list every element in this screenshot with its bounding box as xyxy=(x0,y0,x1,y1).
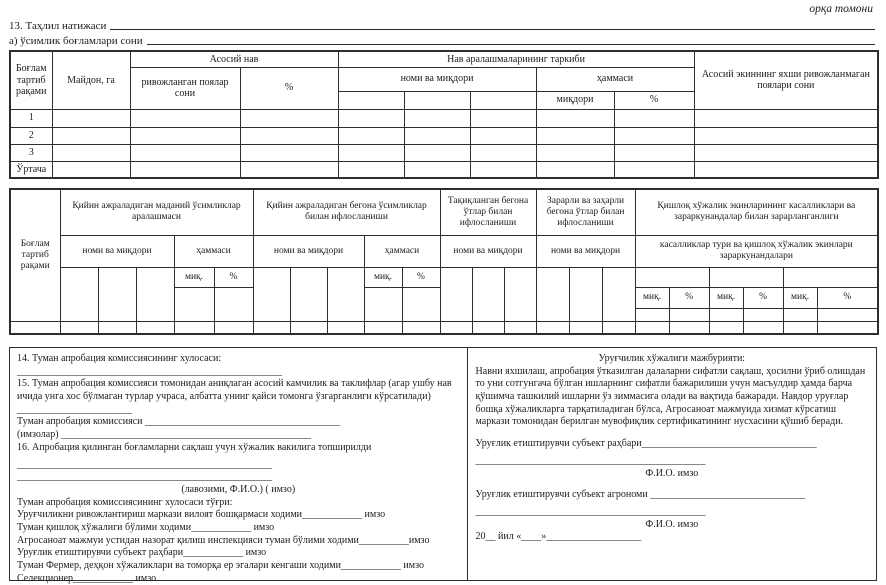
table-row xyxy=(10,321,878,334)
t2-subcol-blank xyxy=(290,267,327,321)
t2-header-weed-contamination: Қийин ажраладиган бегона ўсимликлар билан ифлосланиши xyxy=(253,189,440,235)
table-row xyxy=(10,144,878,161)
t2-subcol-blank xyxy=(743,308,783,321)
t2-header-qty-abbr: миқ. xyxy=(635,287,669,308)
t2-header-cultural-mixture: Қийин ажраладиган маданий ўсимликлар аралашмаси xyxy=(60,189,253,235)
district-agri-officer-signature: Туман қишлоқ хўжалиги бўлими ходими____________ имзо xyxy=(17,521,275,533)
table-row xyxy=(10,161,878,178)
t2-subheader-total: ҳаммаси xyxy=(364,235,440,267)
t2-subheader-disease-types: касалликлар тури ва қишлоқ хўжалик экинлари зараркунандалари xyxy=(635,235,878,267)
t1-header-bundle: Боғлам тартиб рақами xyxy=(10,51,52,109)
conclusion-section xyxy=(9,347,877,584)
t1-row-label: Ўртача xyxy=(10,161,52,178)
t1-header-main-variety: Асосий нав xyxy=(130,51,338,67)
signatures-line: (имзолар) __________________________________________________ xyxy=(17,429,312,441)
t2-subheader-name-qty: номи ва миқдори xyxy=(440,235,536,267)
analysis-result-line xyxy=(9,17,877,32)
breeder-signature: Селекционер____________ имзо xyxy=(17,572,157,584)
t2-header-pct: % xyxy=(402,267,440,287)
t2-subcol-blank xyxy=(174,287,214,321)
inspection-officer-signature: Агросаноат мажмуи устидан назорат қилиш инспекцияси туман бўлими ходими__________имзо xyxy=(17,534,430,546)
t2-subcol-blank xyxy=(136,267,174,321)
handover-blank-1: ___________________________________________________ xyxy=(17,458,272,470)
contamination-table xyxy=(9,188,879,335)
analysis-result-label: 13. Таҳлил натижаси xyxy=(9,20,107,32)
t2-subcol-blank xyxy=(402,287,440,321)
t2-subcol-blank xyxy=(709,308,743,321)
t1-subcol-blank xyxy=(404,91,470,109)
t2-header-bundle: Боғлам тартиб рақами xyxy=(10,189,60,321)
t2-subcol-blank xyxy=(327,267,364,321)
t2-subheader-name-qty: номи ва миқдори xyxy=(60,235,174,267)
t2-subcol-blank xyxy=(635,308,669,321)
table-row xyxy=(10,127,878,144)
t2-header-pct: % xyxy=(743,287,783,308)
t2-subheader-name-qty: номи ва миқдори xyxy=(536,235,635,267)
t2-subcol-blank xyxy=(817,308,878,321)
t1-header-qty: миқдори xyxy=(536,91,614,109)
t2-header-pct: % xyxy=(214,267,253,287)
t1-subcol-blank xyxy=(470,91,536,109)
t2-header-pct: % xyxy=(669,287,709,308)
obligation-paragraph: Навни яхшилаш, апробация ўтказилган далаларни сифатли сақлаш, ҳосилни ўриб олишдан то уни сотгунгача бўлган ишларнинг сифатли бажарилиши учун масъулдир ҳамда барча қўшимча ташкилий ишларни ўз зиммасига олади ва вақтида бажаради. Навдор уруғлар бошқа хўжаликларга тарқатиладиган бўлса, Агросаноат мажмуида хизмат кўрсатиш маркази томонидан берилган мувофиқлик сертификатининг нусхасини қўшиб беради. xyxy=(475,365,866,428)
handover-blank-2: ___________________________________________________ xyxy=(17,471,272,483)
plant-bundles-count-line xyxy=(9,32,877,47)
t1-header-total: ҳаммаси xyxy=(536,67,694,91)
t2-subcol-blank xyxy=(98,267,136,321)
date-line: 20__ йил «____»___________________ xyxy=(475,531,642,543)
obligation-title: Уруғчилик хўжалиги мажбурияти: xyxy=(598,353,746,364)
t2-subheader-total: ҳаммаси xyxy=(174,235,253,267)
subject-agronomist-blank: ______________________________________________ xyxy=(475,505,706,517)
conclusion-correct-label: Туман апробация комиссиясининг хулосаси тўғри: xyxy=(17,496,233,508)
bundle-analysis-table xyxy=(9,50,879,179)
commission-conclusion-column xyxy=(10,348,468,584)
t2-header-qty-abbr: миқ. xyxy=(783,287,817,308)
t1-row-label: 3 xyxy=(10,144,52,161)
t2-subcol-blank xyxy=(60,267,98,321)
conclusion-14-label: 14. Туман апробация комиссиясининг хулосаси: xyxy=(17,353,222,364)
t2-disease-blank xyxy=(783,267,878,287)
t1-row-label: 2 xyxy=(10,127,52,144)
t2-subcol-blank xyxy=(472,267,504,321)
page-side-note: орқа томони xyxy=(809,3,873,15)
t1-header-mixture: Нав аралашмаларининг таркиби xyxy=(338,51,694,67)
t2-subcol-blank xyxy=(364,287,402,321)
plant-bundles-count-blank xyxy=(147,32,875,45)
fio-signature-caption: Ф.И.О. имзо xyxy=(645,518,699,530)
t2-subcol-blank xyxy=(214,287,253,321)
t2-header-disease-damage: Қишлоқ хўжалик экинларининг касалликлари ва зараркунандалар билан зарарланганлиги xyxy=(635,189,878,235)
t2-subcol-blank xyxy=(504,267,536,321)
t2-disease-blank xyxy=(709,267,783,287)
t1-row-label: 1 xyxy=(10,109,52,127)
seed-grower-head-signature: Уруғлик етиштирувчи субъект раҳбари____________ имзо xyxy=(17,547,267,559)
conclusion-14-blank: _____________________________________________________ xyxy=(17,365,282,377)
remarks-15-text: 15. Туман апробация комиссияси томонидан аниқлаган асосий камчилик ва таклифлар (агар ушбу нав ичида унга хос бўлмаган турлар учраса, албатта унинг қайси томонга ўзгарганлиги кўрсатилади) _______________________ xyxy=(17,378,452,415)
t1-header-area: Майдон, га xyxy=(52,51,130,109)
fio-signature-caption: Ф.И.О. имзо xyxy=(645,467,699,479)
t2-subcol-blank xyxy=(602,267,635,321)
t2-header-qty-abbr: миқ. xyxy=(364,267,402,287)
t2-subcol-blank xyxy=(783,308,817,321)
commission-line: Туман апробация комиссияси _______________________________________ xyxy=(17,416,340,428)
seed-farm-obligation-column xyxy=(468,348,876,580)
handover-16-text: 16. Апробация қилинган боғламларни сақлаш учун хўжалик вакилига топширилди xyxy=(17,441,372,453)
t1-header-pct: % xyxy=(240,67,338,109)
t2-subcol-blank xyxy=(440,267,472,321)
t2-header-qty-abbr: миқ. xyxy=(174,267,214,287)
t1-header-total-pct: % xyxy=(614,91,694,109)
subject-head-line: Уруғлик етиштирувчи субъект раҳбари___________________________________ xyxy=(475,438,817,450)
t1-header-poor-stems: Асосий экиннинг яхши ривожланмаган поялари сони xyxy=(694,51,878,109)
t2-subcol-blank xyxy=(569,267,602,321)
position-fio-signature-caption: (лавозими, Ф.И.О.) ( имзо) xyxy=(181,483,296,495)
table-row xyxy=(10,109,878,127)
farmers-council-officer-signature: Туман Фермер, деҳқон хўжаликлари ва томорқа ер эгалари кенгаши ходими____________ имзо xyxy=(17,560,424,571)
t2-header-harmful-weeds: Зарарли ва заҳарли бегона ўтлар билан ифлосланиши xyxy=(536,189,635,235)
t1-header-developed-stems: ривожланган поялар сони xyxy=(130,67,240,109)
plant-bundles-count-label: а) ўсимлик боғламлари сони xyxy=(9,35,143,47)
t2-subcol-blank xyxy=(669,308,709,321)
t2-header-forbidden-weeds: Тақиқланган бегона ўтлар билан ифлосланиши xyxy=(440,189,536,235)
seed-center-officer-signature: Уруғчиликни ривожлантириш маркази вилоят бошқармаси ходими____________ имзо xyxy=(17,509,386,521)
subject-head-blank: ______________________________________________ xyxy=(475,454,706,466)
t2-header-qty-abbr: миқ. xyxy=(709,287,743,308)
t1-header-name-qty: номи ва миқдори xyxy=(338,67,536,91)
t2-disease-blank xyxy=(635,267,709,287)
t2-subheader-name-qty: номи ва миқдори xyxy=(253,235,364,267)
t2-subcol-blank xyxy=(253,267,290,321)
t2-subcol-blank xyxy=(536,267,569,321)
subject-agronomist-line: Уруғлик етиштирувчи субъект агрономи _______________________________ xyxy=(475,489,806,501)
analysis-result-blank xyxy=(110,17,875,30)
t2-header-pct: % xyxy=(817,287,878,308)
t1-subcol-blank xyxy=(338,91,404,109)
